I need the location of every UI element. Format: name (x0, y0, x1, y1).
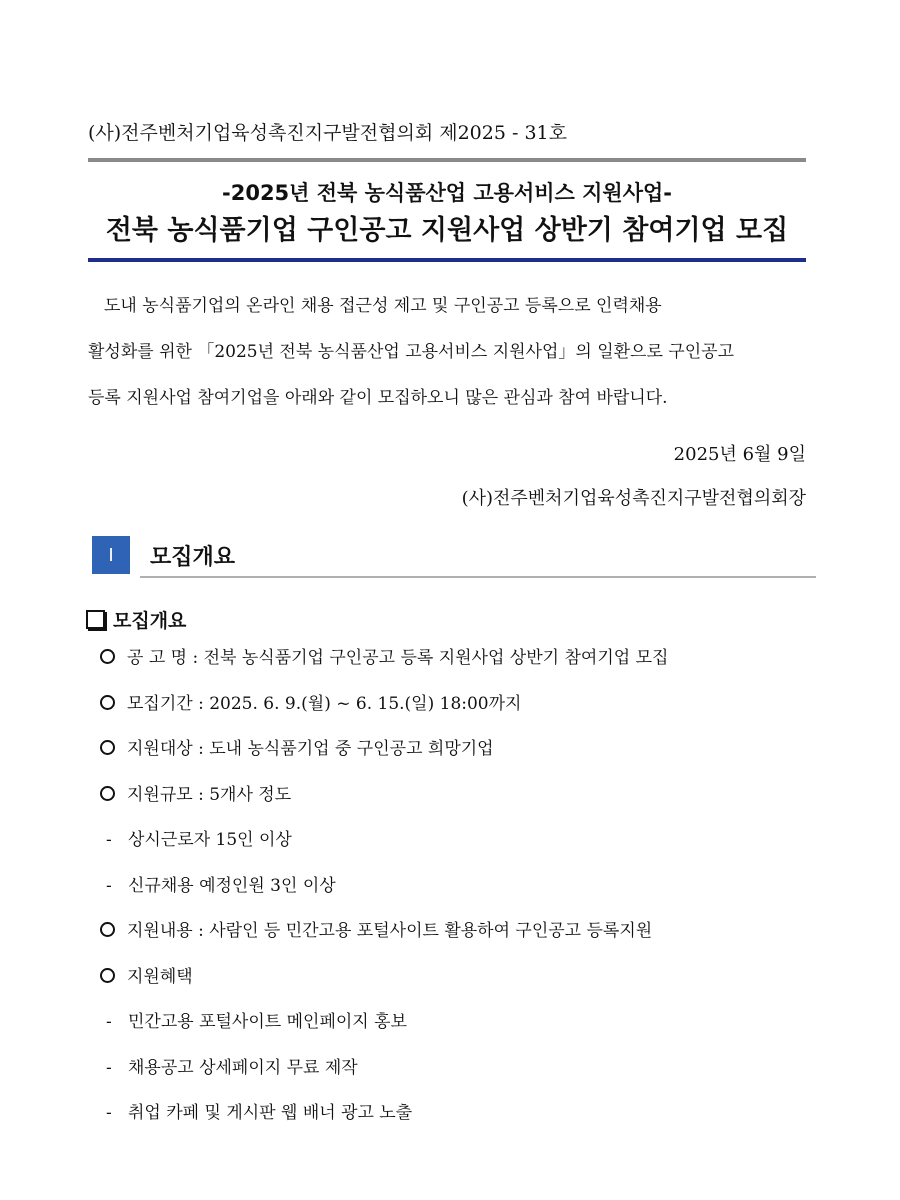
intro-paragraph (88, 283, 808, 421)
list-item-text: 상시근로자 15인 이상 (128, 830, 292, 850)
title-divider (88, 258, 806, 262)
list-item-text: 취업 카페 및 게시판 웹 배너 광고 노출 (128, 1103, 413, 1123)
list-item-text: 지원내용 : 사람인 등 민간고용 포털사이트 활용하여 구인공고 등록지원 (127, 921, 653, 941)
section-title: 모집개요 (150, 545, 236, 570)
list-item-text: 공 고 명 : 전북 농식품기업 구인공고 등록 지원사업 상반기 참여기업 모집 (127, 648, 669, 668)
document-title: 전북 농식품기업 구인공고 지원사업 상반기 참여기업 모집 (105, 215, 789, 246)
intro-line-2: 활성화를 위한 「2025년 전북 농식품산업 고용서비스 지원사업」의 일환으로 구인공고 (88, 342, 734, 362)
sender-name: (사)전주벤처기업육성촉진지구발전협의회장 (461, 488, 806, 509)
list-item (100, 818, 820, 864)
circle-bullet-icon (100, 649, 115, 664)
list-item (100, 909, 820, 955)
list-item (100, 636, 820, 682)
list-item (100, 1046, 820, 1092)
list-item (100, 864, 820, 910)
intro-line-1: 도내 농식품기업의 온라인 채용 접근성 제고 및 구인공고 등록으로 인력채용 (104, 296, 662, 316)
list-item (100, 773, 820, 819)
dash-marker: - (106, 1057, 112, 1078)
list-item (100, 1000, 820, 1046)
list-item (100, 955, 820, 1001)
square-checkbox-icon (86, 610, 105, 629)
list-item-text: 채용공고 상세페이지 무료 제작 (128, 1057, 358, 1078)
list-item (100, 727, 820, 773)
dash-marker: - (106, 1103, 112, 1123)
list-item-text: 지원혜택 (127, 966, 193, 987)
subsection-title: 모집개요 (113, 610, 187, 632)
list-item (100, 1091, 820, 1137)
dash-marker: - (106, 830, 112, 850)
dash-marker: - (106, 875, 112, 896)
section-divider (140, 576, 816, 578)
subsection-heading (86, 606, 186, 633)
list-item-text: 신규채용 예정인원 3인 이상 (128, 875, 336, 896)
document-number: (사)전주벤처기업육성촉진지구발전협의회 제2025 - 31호 (88, 122, 567, 144)
section-number-badge: Ⅰ (92, 536, 130, 574)
document-subtitle: -2025년 전북 농식품산업 고용서비스 지원사업- (222, 181, 672, 205)
list-item-text: 모집기간 : 2025. 6. 9.(월) ~ 6. 15.(일) 18:00까지 (127, 693, 522, 714)
list-item-text: 민간고용 포털사이트 메인페이지 홍보 (128, 1012, 407, 1032)
circle-bullet-icon (100, 695, 115, 710)
list-item (100, 682, 820, 728)
list-item-text: 지원대상 : 도내 농식품기업 중 구인공고 희망기업 (127, 739, 494, 759)
section-header (92, 536, 816, 578)
overview-list (100, 636, 820, 1137)
circle-bullet-icon (100, 740, 115, 755)
intro-line-3: 등록 지원사업 참여기업을 아래와 같이 모집하오니 많은 관심과 참여 바랍니다. (88, 388, 668, 408)
circle-bullet-icon (100, 922, 115, 937)
list-item-text: 지원규모 : 5개사 정도 (127, 784, 292, 805)
dash-marker: - (106, 1012, 112, 1032)
circle-bullet-icon (100, 786, 115, 801)
issue-date: 2025년 6월 9일 (673, 444, 806, 465)
circle-bullet-icon (100, 968, 115, 983)
top-divider (88, 158, 806, 162)
